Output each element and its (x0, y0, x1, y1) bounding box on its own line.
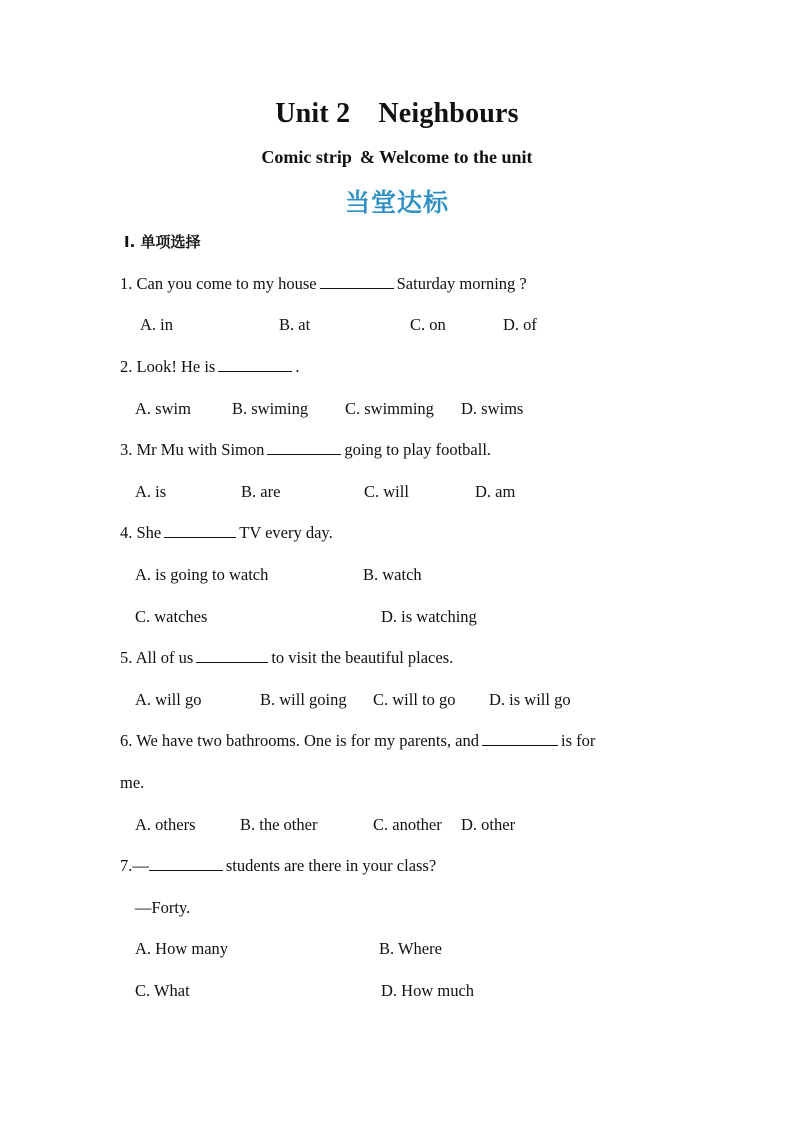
subtitle-left: Comic strip (261, 147, 352, 167)
question-1 (120, 274, 527, 294)
option-7a: A. How many (135, 939, 229, 958)
option-3d: D. am (475, 482, 516, 501)
option-4d: D. is watching (381, 607, 477, 626)
option-1d: D. of (503, 315, 537, 334)
option-5a: A. will go (135, 690, 202, 709)
answer-blank (196, 661, 268, 663)
question-4-text-end: TV every day. (239, 523, 333, 542)
question-6-text-end: is for (561, 731, 596, 750)
section-heading: Ⅰ. 单项选择 (124, 233, 201, 251)
subtitle-right: & Welcome to the unit (359, 147, 533, 167)
option-1a: A. in (140, 315, 173, 334)
option-3b: B. are (241, 482, 281, 501)
option-7b: B. Where (379, 939, 442, 958)
option-5c: C. will to go (373, 690, 456, 709)
option-2b: B. swiming (232, 399, 309, 418)
option-2c: C. swimming (345, 399, 434, 418)
question-2-text-end: . (295, 357, 300, 376)
question-7-reply: —Forty. (135, 898, 191, 917)
unit-name: Neighbours (378, 98, 519, 129)
section-banner: 当堂达标 (344, 188, 449, 217)
question-1-text: 1. Can you come to my house (120, 274, 317, 293)
answer-blank (267, 453, 341, 455)
option-3a: A. is (135, 482, 167, 501)
question-4-text: 4. She (120, 523, 162, 542)
option-4c: C. watches (135, 607, 208, 626)
question-2-text: 2. Look! He is (120, 357, 216, 376)
question-3-text-end: going to play football. (344, 440, 492, 459)
question-2 (120, 357, 299, 377)
option-6b: B. the other (240, 815, 318, 834)
option-6a: A. others (135, 815, 196, 834)
option-3c: C. will (364, 482, 409, 501)
question-7-text: 7.— (120, 856, 149, 875)
question-3-text: 3. Mr Mu with Simon (120, 440, 265, 459)
question-1-text-end: Saturday morning ? (396, 274, 527, 293)
option-4a: A. is going to watch (135, 565, 269, 584)
answer-blank (218, 370, 292, 372)
option-1b: B. at (279, 315, 311, 334)
page-subtitle (0, 147, 794, 168)
option-5d: D. is will go (489, 690, 571, 709)
question-4 (120, 523, 333, 543)
question-5-text: 5. All of us (120, 648, 194, 667)
answer-blank (149, 869, 223, 871)
answer-blank (164, 536, 236, 538)
option-6c: C. another (373, 815, 442, 834)
answer-blank (482, 744, 558, 746)
question-6-continuation: me. (120, 773, 145, 792)
page-title (0, 98, 794, 130)
question-6-text: 6. We have two bathrooms. One is for my parents, and (120, 731, 479, 750)
option-7c: C. What (135, 981, 190, 1000)
question-7 (120, 856, 436, 876)
option-6d: D. other (461, 815, 516, 834)
question-5-text-end: to visit the beautiful places. (271, 648, 454, 667)
question-3 (120, 440, 491, 460)
answer-blank (320, 287, 394, 289)
option-4b: B. watch (363, 565, 422, 584)
option-1c: C. on (410, 315, 446, 334)
question-7-text-end: students are there in your class? (225, 856, 437, 875)
unit-number: Unit 2 (275, 98, 351, 129)
option-5b: B. will going (260, 690, 347, 709)
option-2a: A. swim (135, 399, 191, 418)
option-7d: D. How much (381, 981, 475, 1000)
option-2d: D. swims (461, 399, 524, 418)
question-6 (120, 731, 595, 751)
question-5 (120, 648, 453, 668)
